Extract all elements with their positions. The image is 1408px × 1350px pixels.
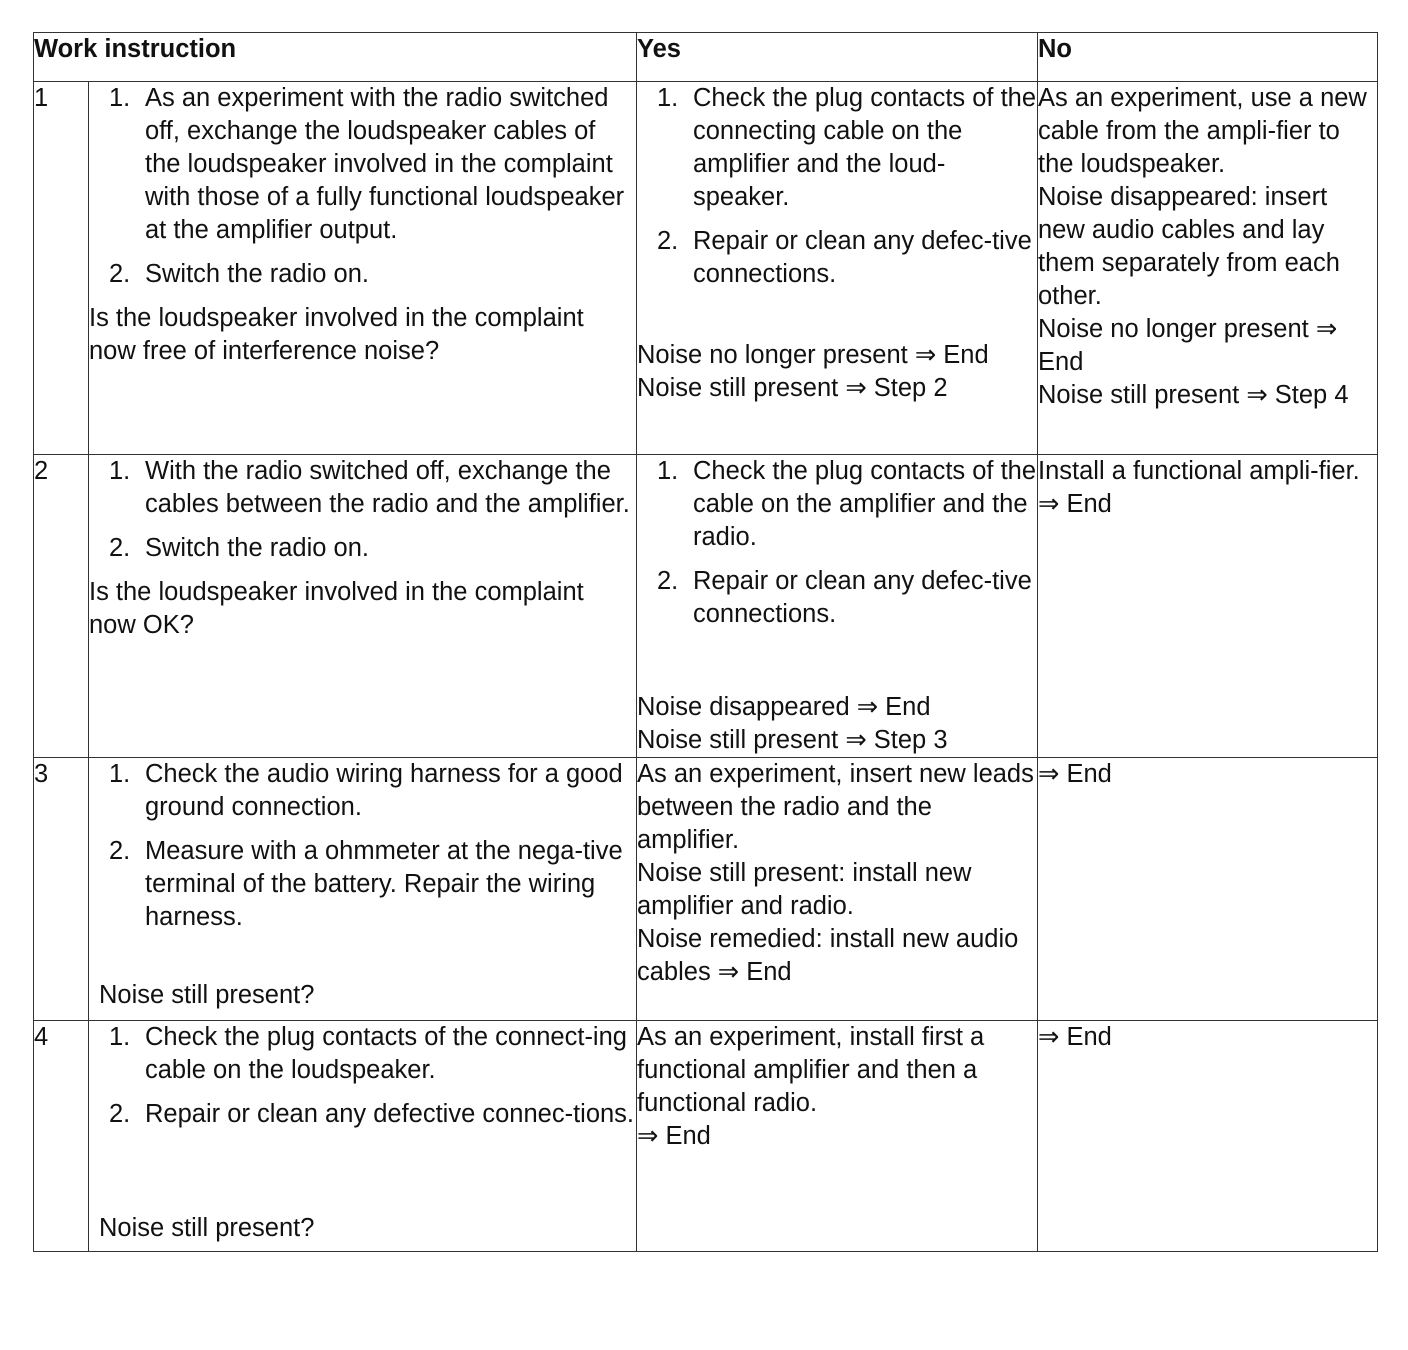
work-instruction-cell [89, 455, 637, 758]
yes-outcome [637, 339, 1037, 405]
item-number: 1. [109, 1023, 131, 1051]
no-line: Install a functional ampli-fier. [1038, 457, 1360, 485]
yes-outcome [637, 691, 1037, 757]
yes-line: As an experiment, insert new leads between the radio and the amplifier. [637, 760, 1034, 854]
no-line: Noise no longer present ⇒ End [1038, 315, 1338, 376]
list-item [109, 258, 636, 291]
yes-line: Noise remedied: install new audio cables ⇒ End [637, 925, 1019, 986]
question-text: Noise still present? [99, 1214, 315, 1242]
item-number: 2. [109, 534, 131, 562]
yes-cell [637, 455, 1038, 758]
item-text: Switch the radio on. [145, 534, 369, 562]
yes-cell [637, 758, 1038, 1021]
item-text: Repair or clean any defec-tive connections. [693, 227, 1032, 288]
header-no: No [1038, 33, 1378, 82]
item-number: 1. [657, 457, 679, 485]
item-text: Measure with a ohmmeter at the nega-tive terminal of the battery. Repair the wiring harness. [145, 837, 623, 931]
header-work-instruction: Work instruction [34, 33, 637, 82]
work-instruction-cell [89, 758, 637, 1021]
list-item [109, 758, 636, 824]
outcome-line: Noise disappeared ⇒ End [637, 693, 931, 721]
question-text: Is the loudspeaker involved in the complaint now free of interference noise? [89, 304, 584, 365]
step-number: 1 [34, 82, 89, 455]
outcome-line: Noise still present ⇒ Step 3 [637, 726, 948, 754]
yes-steps [637, 455, 1037, 631]
table-row [34, 1021, 1378, 1252]
item-text: Repair or clean any defective connec-tions. [145, 1100, 635, 1128]
no-cell [1038, 758, 1378, 1021]
yes-line: ⇒ End [637, 1122, 711, 1150]
item-number: 1. [109, 84, 131, 112]
outcome-line: Noise still present ⇒ Step 2 [637, 374, 948, 402]
no-cell [1038, 455, 1378, 758]
item-number: 1. [657, 84, 679, 112]
yes-line: Noise still present: install new amplifier and radio. [637, 859, 972, 920]
no-cell [1038, 82, 1378, 455]
table-row [34, 758, 1378, 1021]
item-text: With the radio switched off, exchange the cables between the radio and the amplifier. [145, 457, 630, 518]
list-item [657, 225, 1037, 291]
list-item [657, 82, 1037, 214]
table-row [34, 82, 1378, 455]
item-number: 1. [109, 760, 131, 788]
work-instruction-table [33, 32, 1378, 1252]
yes-cell [637, 1021, 1038, 1252]
no-line: As an experiment, use a new cable from the ampli-fier to the loudspeaker. [1038, 84, 1367, 178]
step-number: 4 [34, 1021, 89, 1252]
item-text: Check the plug contacts of the connect-ing cable on the loudspeaker. [145, 1023, 627, 1084]
item-text: Repair or clean any defec-tive connections. [693, 567, 1032, 628]
no-cell [1038, 1021, 1378, 1252]
question-text: Is the loudspeaker involved in the complaint now OK? [89, 578, 584, 639]
item-number: 2. [657, 227, 679, 255]
item-text: Switch the radio on. [145, 260, 369, 288]
question-text: Noise still present? [99, 981, 315, 1009]
item-number: 2. [109, 837, 131, 865]
item-text: Check the audio wiring harness for a good ground connection. [145, 760, 623, 821]
list-item [657, 565, 1037, 631]
table-row [34, 455, 1378, 758]
no-line: Noise still present ⇒ Step 4 [1038, 381, 1349, 409]
item-number: 2. [657, 567, 679, 595]
step-number: 2 [34, 455, 89, 758]
yes-steps [637, 82, 1037, 291]
no-line: ⇒ End [1038, 1023, 1112, 1051]
work-instruction-cell [89, 82, 637, 455]
no-line: Noise disappeared: insert new audio cables and lay them separately from each other. [1038, 183, 1340, 310]
header-yes: Yes [637, 33, 1038, 82]
item-number: 2. [109, 1100, 131, 1128]
yes-cell [637, 82, 1038, 455]
list-item [109, 835, 636, 934]
list-item [657, 455, 1037, 554]
step-number: 3 [34, 758, 89, 1021]
work-steps [89, 455, 636, 565]
item-text: Check the plug contacts of the connecting cable on the amplifier and the loud-speaker. [693, 84, 1037, 211]
item-text: As an experiment with the radio switched off, exchange the loudspeaker cables of the loudspeaker involved in the complaint with those of a fully functional loudspeaker at the amplifier output. [145, 84, 625, 244]
no-line: ⇒ End [1038, 760, 1112, 788]
work-instruction-cell [89, 1021, 637, 1252]
item-text: Check the plug contacts of the cable on the amplifier and the radio. [693, 457, 1037, 551]
item-number: 2. [109, 260, 131, 288]
list-item [109, 532, 636, 565]
yes-line: As an experiment, install first a functional amplifier and then a functional radio. [637, 1023, 985, 1117]
outcome-line: Noise no longer present ⇒ End [637, 341, 989, 369]
list-item [109, 455, 636, 521]
work-steps [89, 82, 636, 291]
list-item [109, 1098, 636, 1131]
header-row [34, 33, 1378, 82]
list-item [109, 82, 636, 247]
work-steps [89, 758, 636, 934]
work-steps [89, 1021, 636, 1131]
no-line: ⇒ End [1038, 490, 1112, 518]
item-number: 1. [109, 457, 131, 485]
list-item [109, 1021, 636, 1087]
